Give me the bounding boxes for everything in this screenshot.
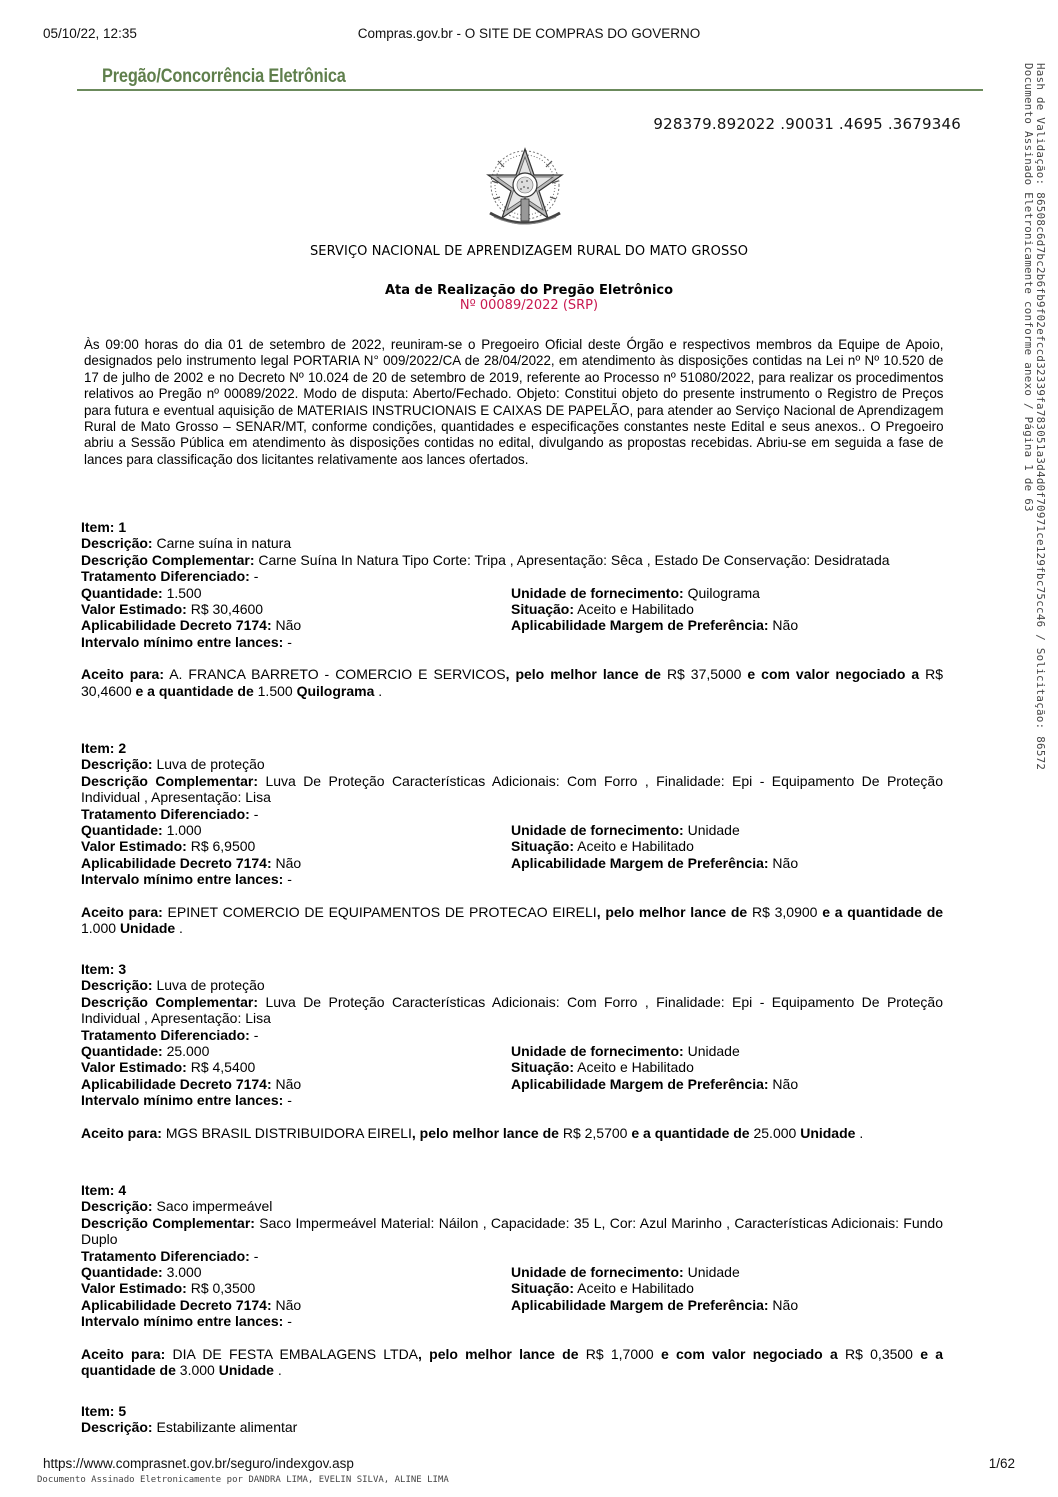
tratamento-value: - bbox=[253, 1026, 259, 1043]
quantidade-aceita-value: 3.000 bbox=[179, 1362, 215, 1379]
item-block bbox=[81, 1403, 943, 1436]
item-number: 2 bbox=[118, 740, 127, 756]
tratamento-label: Tratamento Diferenciado: bbox=[81, 568, 250, 585]
valor-estimado-label: Valor Estimado: bbox=[81, 601, 187, 618]
decreto-field bbox=[81, 1297, 511, 1313]
item-intervalo bbox=[81, 1313, 943, 1329]
descricao-complementar-label: Descrição Complementar: bbox=[81, 993, 259, 1010]
descricao-complementar-value: Luva De Proteção Características Adicionais: Com Forro , Finalidade: Epi - Equipamento De Proteção Individual , Apresentação: Lisa bbox=[81, 772, 943, 806]
item-label: Item: bbox=[81, 1403, 115, 1419]
quantidade-aceita-value: 25.000 bbox=[753, 1124, 797, 1141]
item-number: 4 bbox=[118, 1182, 127, 1198]
valor-estimado-value: R$ 4,5400 bbox=[190, 1059, 256, 1076]
item-label: Item: bbox=[81, 1182, 115, 1198]
valor-estimado-field bbox=[81, 1059, 511, 1075]
unidade-value: Unidade bbox=[687, 1264, 740, 1281]
quantidade-label: Quantidade: bbox=[81, 1043, 163, 1060]
unidade-aceita-value: Unidade bbox=[119, 920, 176, 937]
intro-paragraph: Às 09:00 horas do dia 01 de setembro de 2022, reuniram-se o Pregoeiro Oficial deste Órgão e respectivos membros da Equipe de Apoio, designados pelo instrumento legal PORTARIA N° 009/2022/CA de 28/04/2022, em atendimento às disposições contidas na Lei nº Nº 10.520 de 17 de julho de 2002 e no Decreto Nº 10.024 de 20 de setembro de 2019, referente ao Processo nº 51080/2022, para realizar os procedimentos relativos ao Pregão nº 00089/2022. Modo de disputa: Aberto/Fechado. Objeto: Constitui objeto do presente instrumento o Registro de Preços para futura e eventual aquisição de MATERIAIS INSTRUCIONAIS E CAIXAS DE PAPELÃO, para atender ao Serviço Nacional de Aprendizagem Rural de Mato Grosso – SENAR/MT, conforme condições, quantidades e especificações constantes neste Edital e seus anexos.. O Pregoeiro abriu a Sessão Pública em atendimento às disposições contidas no edital, divulgando as propostas recebidas. Abriu-se em seguida a fase de lances para classificação dos licitantes relativamente aos lances ofertados. bbox=[84, 336, 944, 467]
quantidade-aceita-value: 1.500 bbox=[257, 682, 293, 699]
tratamento-value: - bbox=[253, 805, 259, 822]
intervalo-value: - bbox=[287, 871, 292, 888]
margem-field bbox=[511, 855, 943, 871]
valor-estimado-field bbox=[81, 601, 511, 617]
melhor-lance-value: R$ 3,0900 bbox=[751, 903, 818, 920]
tratamento-label: Tratamento Diferenciado: bbox=[81, 1026, 250, 1043]
margem-label: Aplicabilidade Margem de Preferência: bbox=[511, 617, 769, 634]
situacao-value: Aceito e Habilitado bbox=[577, 1059, 694, 1076]
quantidade-value: 1.000 bbox=[166, 822, 202, 839]
unidade-value: Unidade bbox=[687, 1043, 740, 1060]
tratamento-value: - bbox=[253, 568, 259, 585]
descricao-complementar-label: Descrição Complementar: bbox=[81, 1214, 255, 1231]
situacao-value: Aceito e Habilitado bbox=[577, 1280, 694, 1297]
item-descricao-complementar bbox=[81, 1215, 943, 1248]
quantidade-value: 25.000 bbox=[166, 1043, 210, 1060]
item-descricao bbox=[81, 977, 943, 993]
descricao-value: Saco impermeável bbox=[156, 1198, 273, 1215]
quantidade-de-label: e a quantidade de bbox=[81, 1345, 944, 1379]
decreto-field bbox=[81, 855, 511, 871]
melhor-lance-label: , pelo melhor lance de bbox=[411, 1124, 559, 1141]
quantidade-aceita-value: 1.000 bbox=[81, 920, 117, 937]
descricao-label: Descrição: bbox=[81, 1419, 153, 1436]
tratamento-label: Tratamento Diferenciado: bbox=[81, 1247, 250, 1264]
decreto-field bbox=[81, 617, 511, 633]
descricao-value: Luva de proteção bbox=[156, 977, 265, 994]
unidade-field bbox=[511, 1043, 943, 1059]
margem-value: Não bbox=[772, 854, 799, 871]
descricao-complementar-value: Luva De Proteção Características Adicionais: Com Forro , Finalidade: Epi - Equipamento De Proteção Individual , Apresentação: Lisa bbox=[81, 993, 943, 1027]
item-label: Item: bbox=[81, 740, 115, 756]
quantidade-field bbox=[81, 1264, 511, 1280]
item-tratamento bbox=[81, 1027, 943, 1043]
item-number-line bbox=[81, 519, 943, 535]
intervalo-label: Intervalo mínimo entre lances: bbox=[81, 1313, 284, 1330]
quantidade-field bbox=[81, 1043, 511, 1059]
decreto-value: Não bbox=[275, 617, 302, 634]
quantidade-label: Quantidade: bbox=[81, 1264, 163, 1281]
quantidade-label: Quantidade: bbox=[81, 584, 163, 601]
item-descricao-complementar bbox=[81, 773, 943, 806]
melhor-lance-value: R$ 37,5000 bbox=[666, 666, 742, 683]
situacao-field bbox=[511, 838, 943, 854]
item-block bbox=[81, 740, 943, 936]
item-aceito: Aceito para: DIA DE FESTA EMBALAGENS LTDA, pelo melhor lance de R$ 1,7000 e com valor negociado a R$ 0,3500 e a quantidade de 3.000 Unidade . bbox=[81, 1345, 944, 1379]
item-tratamento bbox=[81, 806, 943, 822]
decreto-field bbox=[81, 1076, 511, 1092]
descricao-complementar-label: Descrição Complementar: bbox=[81, 772, 259, 789]
item-block bbox=[81, 519, 943, 699]
valor-estimado-label: Valor Estimado: bbox=[81, 1059, 187, 1076]
ata-title: Ata de Realização do Pregão Eletrônico bbox=[384, 283, 674, 298]
item-descricao-complementar bbox=[81, 552, 943, 568]
descricao-complementar-label: Descrição Complementar: bbox=[81, 551, 255, 568]
item-intervalo bbox=[81, 634, 943, 650]
decreto-value: Não bbox=[275, 1296, 302, 1313]
unidade-aceita-value: Quilograma bbox=[296, 682, 375, 699]
aceito-label: Aceito para: bbox=[81, 1124, 162, 1141]
valor-estimado-value: R$ 30,4600 bbox=[190, 601, 264, 618]
section-title: Pregão/Concorrência Eletrônica bbox=[102, 66, 346, 87]
item-block bbox=[81, 961, 943, 1141]
valor-estimado-label: Valor Estimado: bbox=[81, 1280, 187, 1297]
item-details-grid bbox=[81, 822, 943, 871]
melhor-lance-value: R$ 1,7000 bbox=[585, 1345, 654, 1362]
quantidade-de-label: e a quantidade de bbox=[822, 903, 944, 920]
unidade-aceita-value: Unidade bbox=[218, 1362, 274, 1379]
item-intervalo bbox=[81, 1092, 943, 1108]
intervalo-value: - bbox=[287, 633, 292, 650]
print-datetime: 05/10/22, 12:35 bbox=[43, 26, 137, 41]
decreto-value: Não bbox=[275, 1075, 302, 1092]
melhor-lance-label: , pelo melhor lance de bbox=[596, 903, 748, 920]
item-descricao bbox=[81, 535, 943, 551]
margem-value: Não bbox=[772, 617, 799, 634]
margem-label: Aplicabilidade Margem de Preferência: bbox=[511, 1296, 769, 1313]
item-number-line bbox=[81, 1403, 943, 1419]
descricao-label: Descrição: bbox=[81, 756, 153, 773]
valor-estimado-label: Valor Estimado: bbox=[81, 838, 187, 855]
fornecedor-value: DIA DE FESTA EMBALAGENS LTDA bbox=[172, 1345, 419, 1362]
descricao-label: Descrição: bbox=[81, 535, 153, 552]
title-divider bbox=[77, 89, 983, 91]
decreto-value: Não bbox=[275, 854, 302, 871]
unidade-label: Unidade de fornecimento: bbox=[511, 1043, 684, 1060]
unidade-value: Unidade bbox=[687, 822, 740, 839]
valor-estimado-field bbox=[81, 838, 511, 854]
situacao-label: Situação: bbox=[511, 1059, 575, 1076]
item-number: 3 bbox=[118, 961, 127, 977]
validation-hash: Hash de Validação: 86508c6d7bc2b6fb9f02efccd32339fa783051a3d4d0f70971ce129fbc75cc46 / Solicitação: 86572 bbox=[1034, 63, 1047, 771]
unidade-value: Quilograma bbox=[687, 584, 760, 601]
item-number: 5 bbox=[118, 1403, 127, 1419]
fornecedor-value: EPINET COMERCIO DE EQUIPAMENTOS DE PROTECAO EIRELI bbox=[167, 903, 597, 920]
quantidade-de-label: e a quantidade de bbox=[631, 1124, 750, 1141]
validation-signed-note: Documento Assinado Eletronicamente conforme anexo / Página 1 de 63 bbox=[1022, 63, 1035, 512]
situacao-value: Aceito e Habilitado bbox=[577, 838, 694, 855]
item-number: 1 bbox=[118, 519, 127, 535]
situacao-field bbox=[511, 601, 943, 617]
valor-negociado-label: e com valor negociado a bbox=[660, 1345, 838, 1362]
quantidade-label: Quantidade: bbox=[81, 822, 163, 839]
document-code: 928379.892022 .90031 .4695 .3679346 bbox=[653, 115, 961, 133]
valor-estimado-field bbox=[81, 1280, 511, 1296]
print-header bbox=[0, 26, 1058, 44]
quantidade-field bbox=[81, 822, 511, 838]
quantidade-field bbox=[81, 585, 511, 601]
margem-value: Não bbox=[772, 1296, 799, 1313]
situacao-field bbox=[511, 1280, 943, 1296]
margem-label: Aplicabilidade Margem de Preferência: bbox=[511, 1075, 769, 1092]
unidade-label: Unidade de fornecimento: bbox=[511, 822, 684, 839]
descricao-complementar-value: Carne Suína In Natura Tipo Corte: Tripa , Apresentação: Sêca , Estado De Conservação: Desidratada bbox=[258, 551, 890, 568]
print-url[interactable]: https://www.comprasnet.gov.br/seguro/indexgov.asp bbox=[43, 1456, 354, 1471]
item-descricao bbox=[81, 1198, 943, 1214]
organization-name: SERVIÇO NACIONAL DE APRENDIZAGEM RURAL DO MATO GROSSO bbox=[309, 244, 749, 259]
melhor-lance-value: R$ 2,5700 bbox=[562, 1124, 628, 1141]
intervalo-label: Intervalo mínimo entre lances: bbox=[81, 633, 284, 650]
valor-negociado-value: R$ 0,3500 bbox=[845, 1345, 913, 1362]
fornecedor-value: MGS BRASIL DISTRIBUIDORA EIRELI bbox=[165, 1124, 412, 1141]
quantidade-de-label: e a quantidade de bbox=[135, 682, 254, 699]
item-details-grid bbox=[81, 1043, 943, 1092]
unidade-field bbox=[511, 1264, 943, 1280]
unidade-label: Unidade de fornecimento: bbox=[511, 1264, 684, 1281]
margem-field bbox=[511, 617, 943, 633]
margem-label: Aplicabilidade Margem de Preferência: bbox=[511, 854, 769, 871]
item-number-line bbox=[81, 740, 943, 756]
decreto-label: Aplicabilidade Decreto 7174: bbox=[81, 854, 272, 871]
intervalo-value: - bbox=[287, 1092, 292, 1109]
decreto-label: Aplicabilidade Decreto 7174: bbox=[81, 1296, 272, 1313]
aceito-label: Aceito para: bbox=[81, 666, 164, 683]
margem-field bbox=[511, 1076, 943, 1092]
situacao-label: Situação: bbox=[511, 601, 575, 618]
item-aceito: Aceito para: EPINET COMERCIO DE EQUIPAMENTOS DE PROTECAO EIRELI, pelo melhor lance de R$ 3,0900 e a quantidade de 1.000 Unidade . bbox=[81, 903, 944, 937]
intervalo-label: Intervalo mínimo entre lances: bbox=[81, 1092, 284, 1109]
item-number-line bbox=[81, 961, 943, 977]
descricao-value: Carne suína in natura bbox=[156, 535, 292, 552]
item-block bbox=[81, 1182, 943, 1378]
item-tratamento bbox=[81, 568, 943, 584]
valor-estimado-value: R$ 0,3500 bbox=[190, 1280, 256, 1297]
tratamento-label: Tratamento Diferenciado: bbox=[81, 805, 250, 822]
item-label: Item: bbox=[81, 519, 115, 535]
print-page-title: Compras.gov.br - O SITE DE COMPRAS DO GOVERNO bbox=[357, 26, 701, 41]
print-page-counter: 1/62 bbox=[988, 1456, 1015, 1471]
intervalo-value: - bbox=[287, 1313, 292, 1330]
aceito-label: Aceito para: bbox=[81, 1345, 166, 1362]
aceito-label: Aceito para: bbox=[81, 903, 163, 920]
item-number-line bbox=[81, 1182, 943, 1198]
unidade-field bbox=[511, 822, 943, 838]
tratamento-value: - bbox=[253, 1247, 259, 1264]
item-details-grid bbox=[81, 585, 943, 634]
item-descricao bbox=[81, 1419, 943, 1435]
item-aceito: Aceito para: A. FRANCA BARRETO - COMERCIO E SERVICOS, pelo melhor lance de R$ 37,5000 e com valor negociado a R$ 30,4600 e a quantidade de 1.500 Quilograma . bbox=[81, 666, 944, 699]
fornecedor-value: A. FRANCA BARRETO - COMERCIO E SERVICOS bbox=[169, 666, 506, 683]
valor-negociado-value: R$ 30,4600 bbox=[81, 666, 944, 699]
melhor-lance-label: , pelo melhor lance de bbox=[505, 666, 661, 683]
coat-of-arms-icon bbox=[478, 141, 572, 237]
valor-estimado-value: R$ 6,9500 bbox=[190, 838, 256, 855]
situacao-field bbox=[511, 1059, 943, 1075]
descricao-label: Descrição: bbox=[81, 977, 153, 994]
descricao-label: Descrição: bbox=[81, 1198, 153, 1215]
descricao-value: Luva de proteção bbox=[156, 756, 265, 773]
unidade-label: Unidade de fornecimento: bbox=[511, 584, 684, 601]
item-label: Item: bbox=[81, 961, 115, 977]
decreto-label: Aplicabilidade Decreto 7174: bbox=[81, 617, 272, 634]
item-details-grid bbox=[81, 1264, 943, 1313]
margem-field bbox=[511, 1297, 943, 1313]
item-descricao-complementar bbox=[81, 994, 943, 1027]
ata-number: Nº 00089/2022 (SRP) bbox=[459, 298, 599, 313]
signature-footer: Documento Assinado Eletronicamente por DANDRA LIMA, EVELIN SILVA, ALINE LIMA bbox=[37, 1475, 449, 1485]
descricao-complementar-value: Saco Impermeável Material: Náilon , Capacidade: 35 L, Cor: Azul Marinho , Características Adicionais: Fundo Duplo bbox=[81, 1214, 943, 1248]
intervalo-label: Intervalo mínimo entre lances: bbox=[81, 871, 284, 888]
situacao-label: Situação: bbox=[511, 838, 575, 855]
item-intervalo bbox=[81, 871, 943, 887]
descricao-value: Estabilizante alimentar bbox=[156, 1419, 298, 1436]
situacao-label: Situação: bbox=[511, 1280, 575, 1297]
melhor-lance-label: , pelo melhor lance de bbox=[418, 1345, 579, 1362]
situacao-value: Aceito e Habilitado bbox=[577, 601, 694, 618]
validation-stamp bbox=[1022, 63, 1047, 963]
decreto-label: Aplicabilidade Decreto 7174: bbox=[81, 1075, 272, 1092]
unidade-field bbox=[511, 585, 943, 601]
item-descricao bbox=[81, 756, 943, 772]
valor-negociado-label: e com valor negociado a bbox=[747, 666, 920, 683]
quantidade-value: 1.500 bbox=[166, 584, 202, 601]
quantidade-value: 3.000 bbox=[166, 1264, 202, 1281]
item-aceito: Aceito para: MGS BRASIL DISTRIBUIDORA EIRELI, pelo melhor lance de R$ 2,5700 e a quantidade de 25.000 Unidade . bbox=[81, 1124, 864, 1141]
margem-value: Não bbox=[772, 1075, 799, 1092]
item-tratamento bbox=[81, 1248, 943, 1264]
unidade-aceita-value: Unidade bbox=[800, 1124, 856, 1141]
